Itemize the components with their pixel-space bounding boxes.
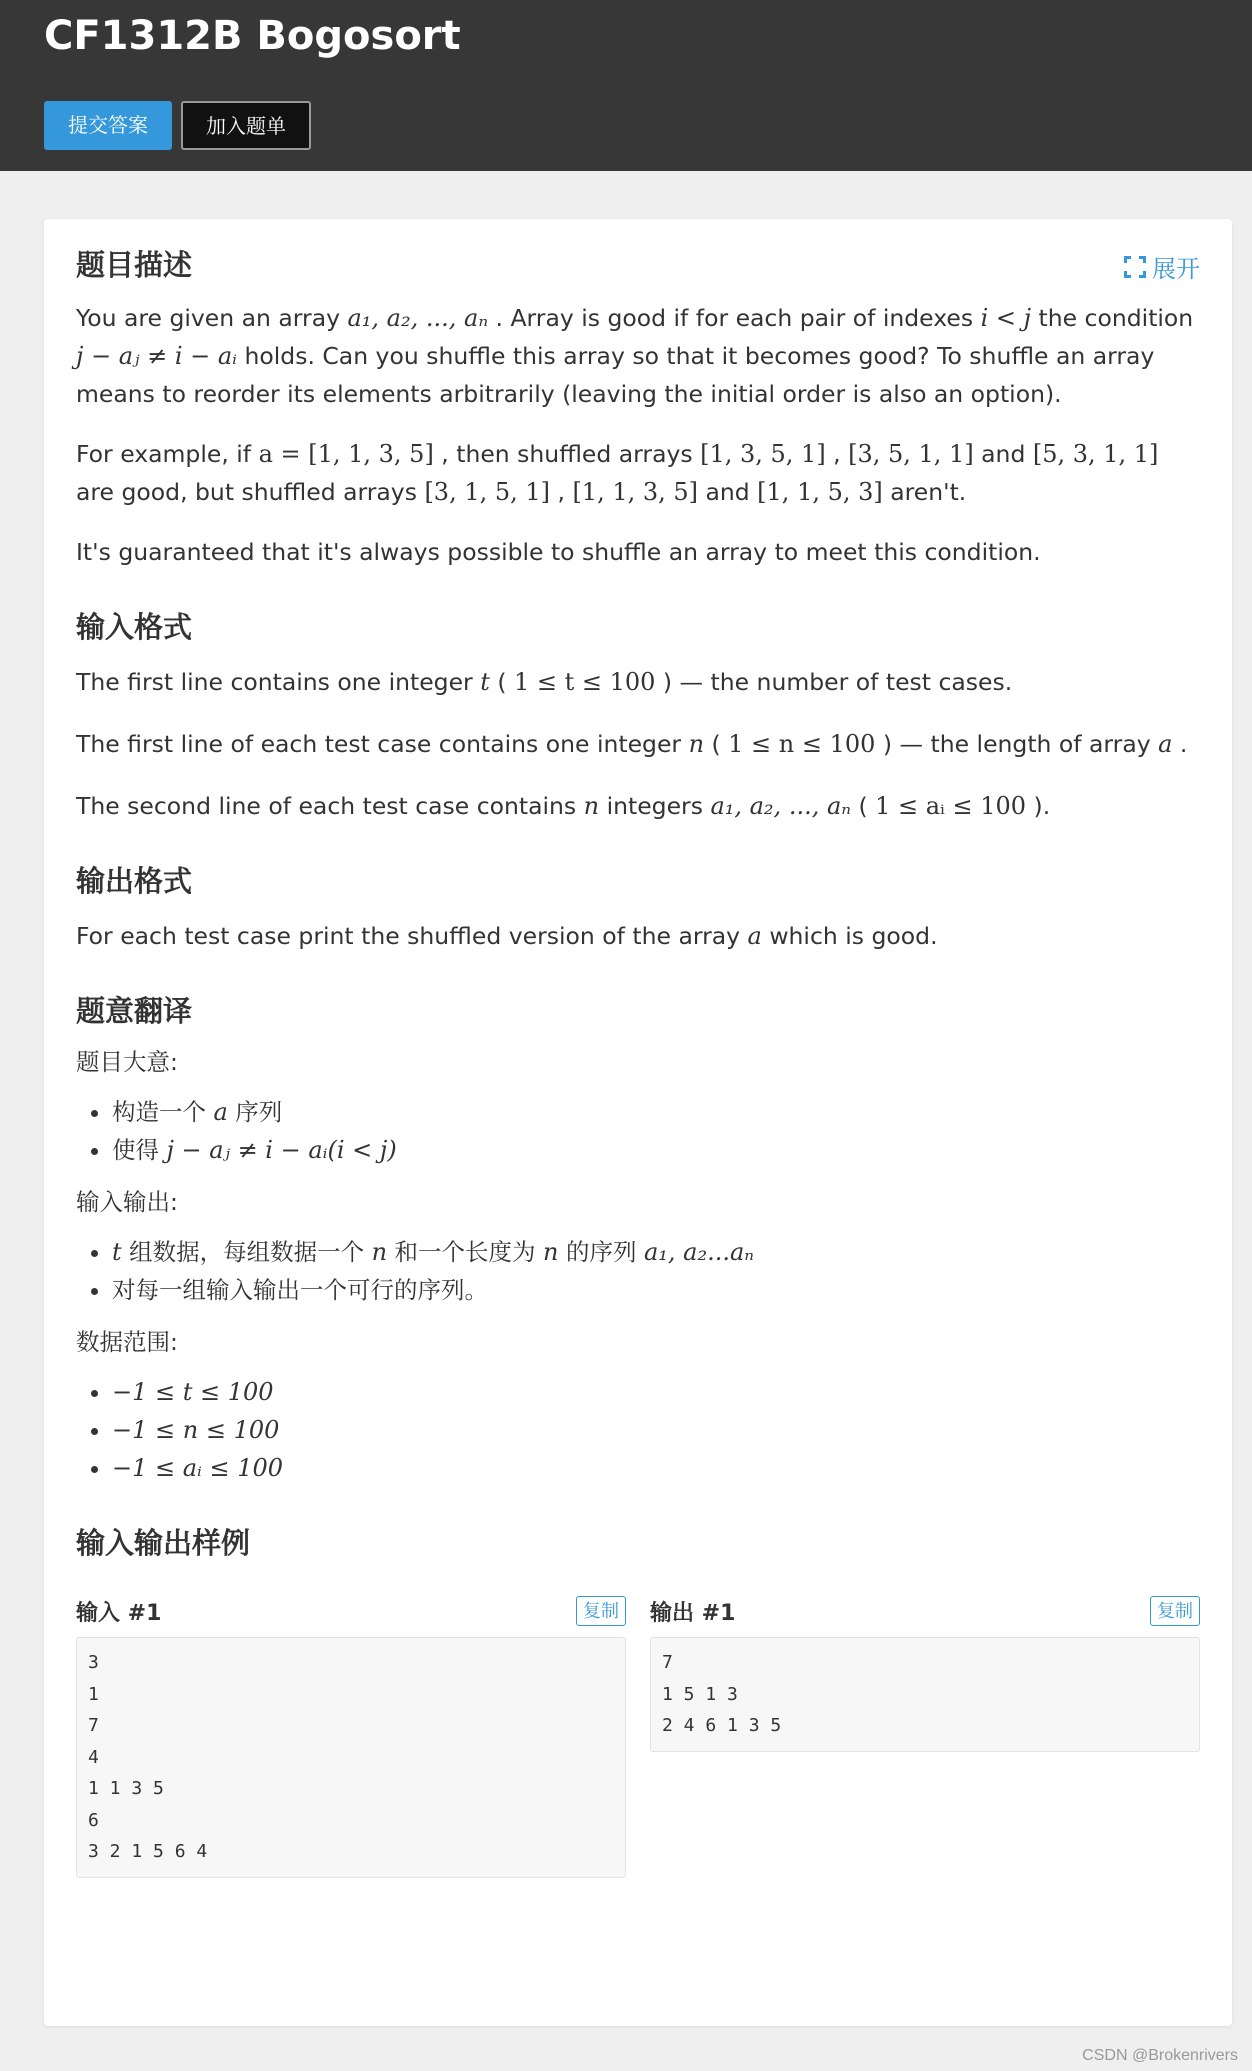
samples-heading: 输入输出样例 [76, 1526, 251, 1560]
list-item: • −1 ≤ n ≤ 100 [112, 1411, 1200, 1449]
copy-input-button[interactable]: 复制 [576, 1596, 626, 1626]
list-item: • −1 ≤ aᵢ ≤ 100 [112, 1449, 1200, 1487]
fullscreen-icon [1124, 256, 1146, 278]
translation-summary-label: 题目大意: [76, 1048, 178, 1076]
description-paragraph-2: For example, if a = [1, 1, 3, 5] , then shuffled arrays [1, 3, 5, 1] , [3, 5, 1, 1] and [5, 3, 1, 1] are good, but shuffled arrays [3, 1, 5, 1] , [1, 1, 3, 5] and [1, 1, 5, 3] aren't. [76, 440, 1159, 506]
submit-answer-button[interactable]: 提交答案 [44, 101, 172, 150]
description-paragraph-3: It's guaranteed that it's always possible to shuffle an array to meet this condition. [76, 538, 1041, 566]
list-item: • 使得 j − aⱼ ≠ i − aᵢ(i < j) [112, 1131, 1200, 1169]
sample-output-code[interactable]: 7 1 5 1 3 2 4 6 1 3 5 [650, 1637, 1200, 1752]
input-format-line-1: The first line contains one integer t ( 1 ≤ t ≤ 100 ) — the number of test cases. [76, 668, 1013, 696]
input-format-line-2: The first line of each test case contains one integer n ( 1 ≤ n ≤ 100 ) — the length of array a . [76, 730, 1188, 758]
list-item: • 构造一个 a 序列 [112, 1093, 1200, 1131]
add-to-list-button[interactable]: 加入题单 [181, 101, 311, 150]
sample-output [650, 1589, 1200, 1878]
sample-output-title: 输出 #1 [650, 1600, 736, 1626]
input-format-line-3: The second line of each test case contains n integers a₁, a₂, ..., aₙ ( 1 ≤ aᵢ ≤ 100 ). [76, 792, 1051, 820]
list-item: • 对每一组输入输出一个可行的序列。 [112, 1271, 1200, 1309]
copy-output-button[interactable]: 复制 [1150, 1596, 1200, 1626]
expand-button[interactable] [1124, 249, 1200, 284]
translation-io-list [76, 1233, 1200, 1309]
page-title: CF1312B Bogosort [44, 13, 461, 59]
description-heading: 题目描述 [76, 248, 193, 282]
watermark: CSDN @Brokenrivers [1082, 2047, 1238, 2064]
sample-input [76, 1589, 626, 1878]
translation-range-list [76, 1373, 1200, 1487]
list-item: • t 组数据，每组数据一个 n 和一个长度为 n 的序列 a₁, a₂...aₙ [112, 1233, 1200, 1271]
header-bar [0, 0, 1252, 171]
list-item: • −1 ≤ t ≤ 100 [112, 1373, 1200, 1411]
sample-input-title: 输入 #1 [76, 1600, 162, 1626]
samples-container [76, 1589, 1200, 1878]
sample-input-code[interactable]: 3 1 7 4 1 1 3 5 6 3 2 1 5 6 4 [76, 1637, 626, 1878]
output-format-line-1: For each test case print the shuffled version of the array a which is good. [76, 922, 938, 950]
input-format-heading: 输入格式 [76, 610, 193, 644]
problem-card [44, 219, 1232, 2026]
description-paragraph-1: You are given an array a₁, a₂, ..., aₙ . Array is good if for each pair of indexes i < j the condition j − aⱼ ≠ i − aᵢ holds. Can you shuffle this array so that it becomes good? To shuffle an array means to reorder its elements arbitrarily (leaving the initial order is also an option). [76, 304, 1194, 408]
translation-range-label: 数据范围: [76, 1328, 178, 1356]
translation-heading: 题意翻译 [76, 994, 193, 1028]
output-format-heading: 输出格式 [76, 864, 193, 898]
translation-io-label: 输入输出: [76, 1188, 178, 1216]
translation-summary-list [76, 1093, 1200, 1169]
expand-label: 展开 [1152, 255, 1200, 283]
